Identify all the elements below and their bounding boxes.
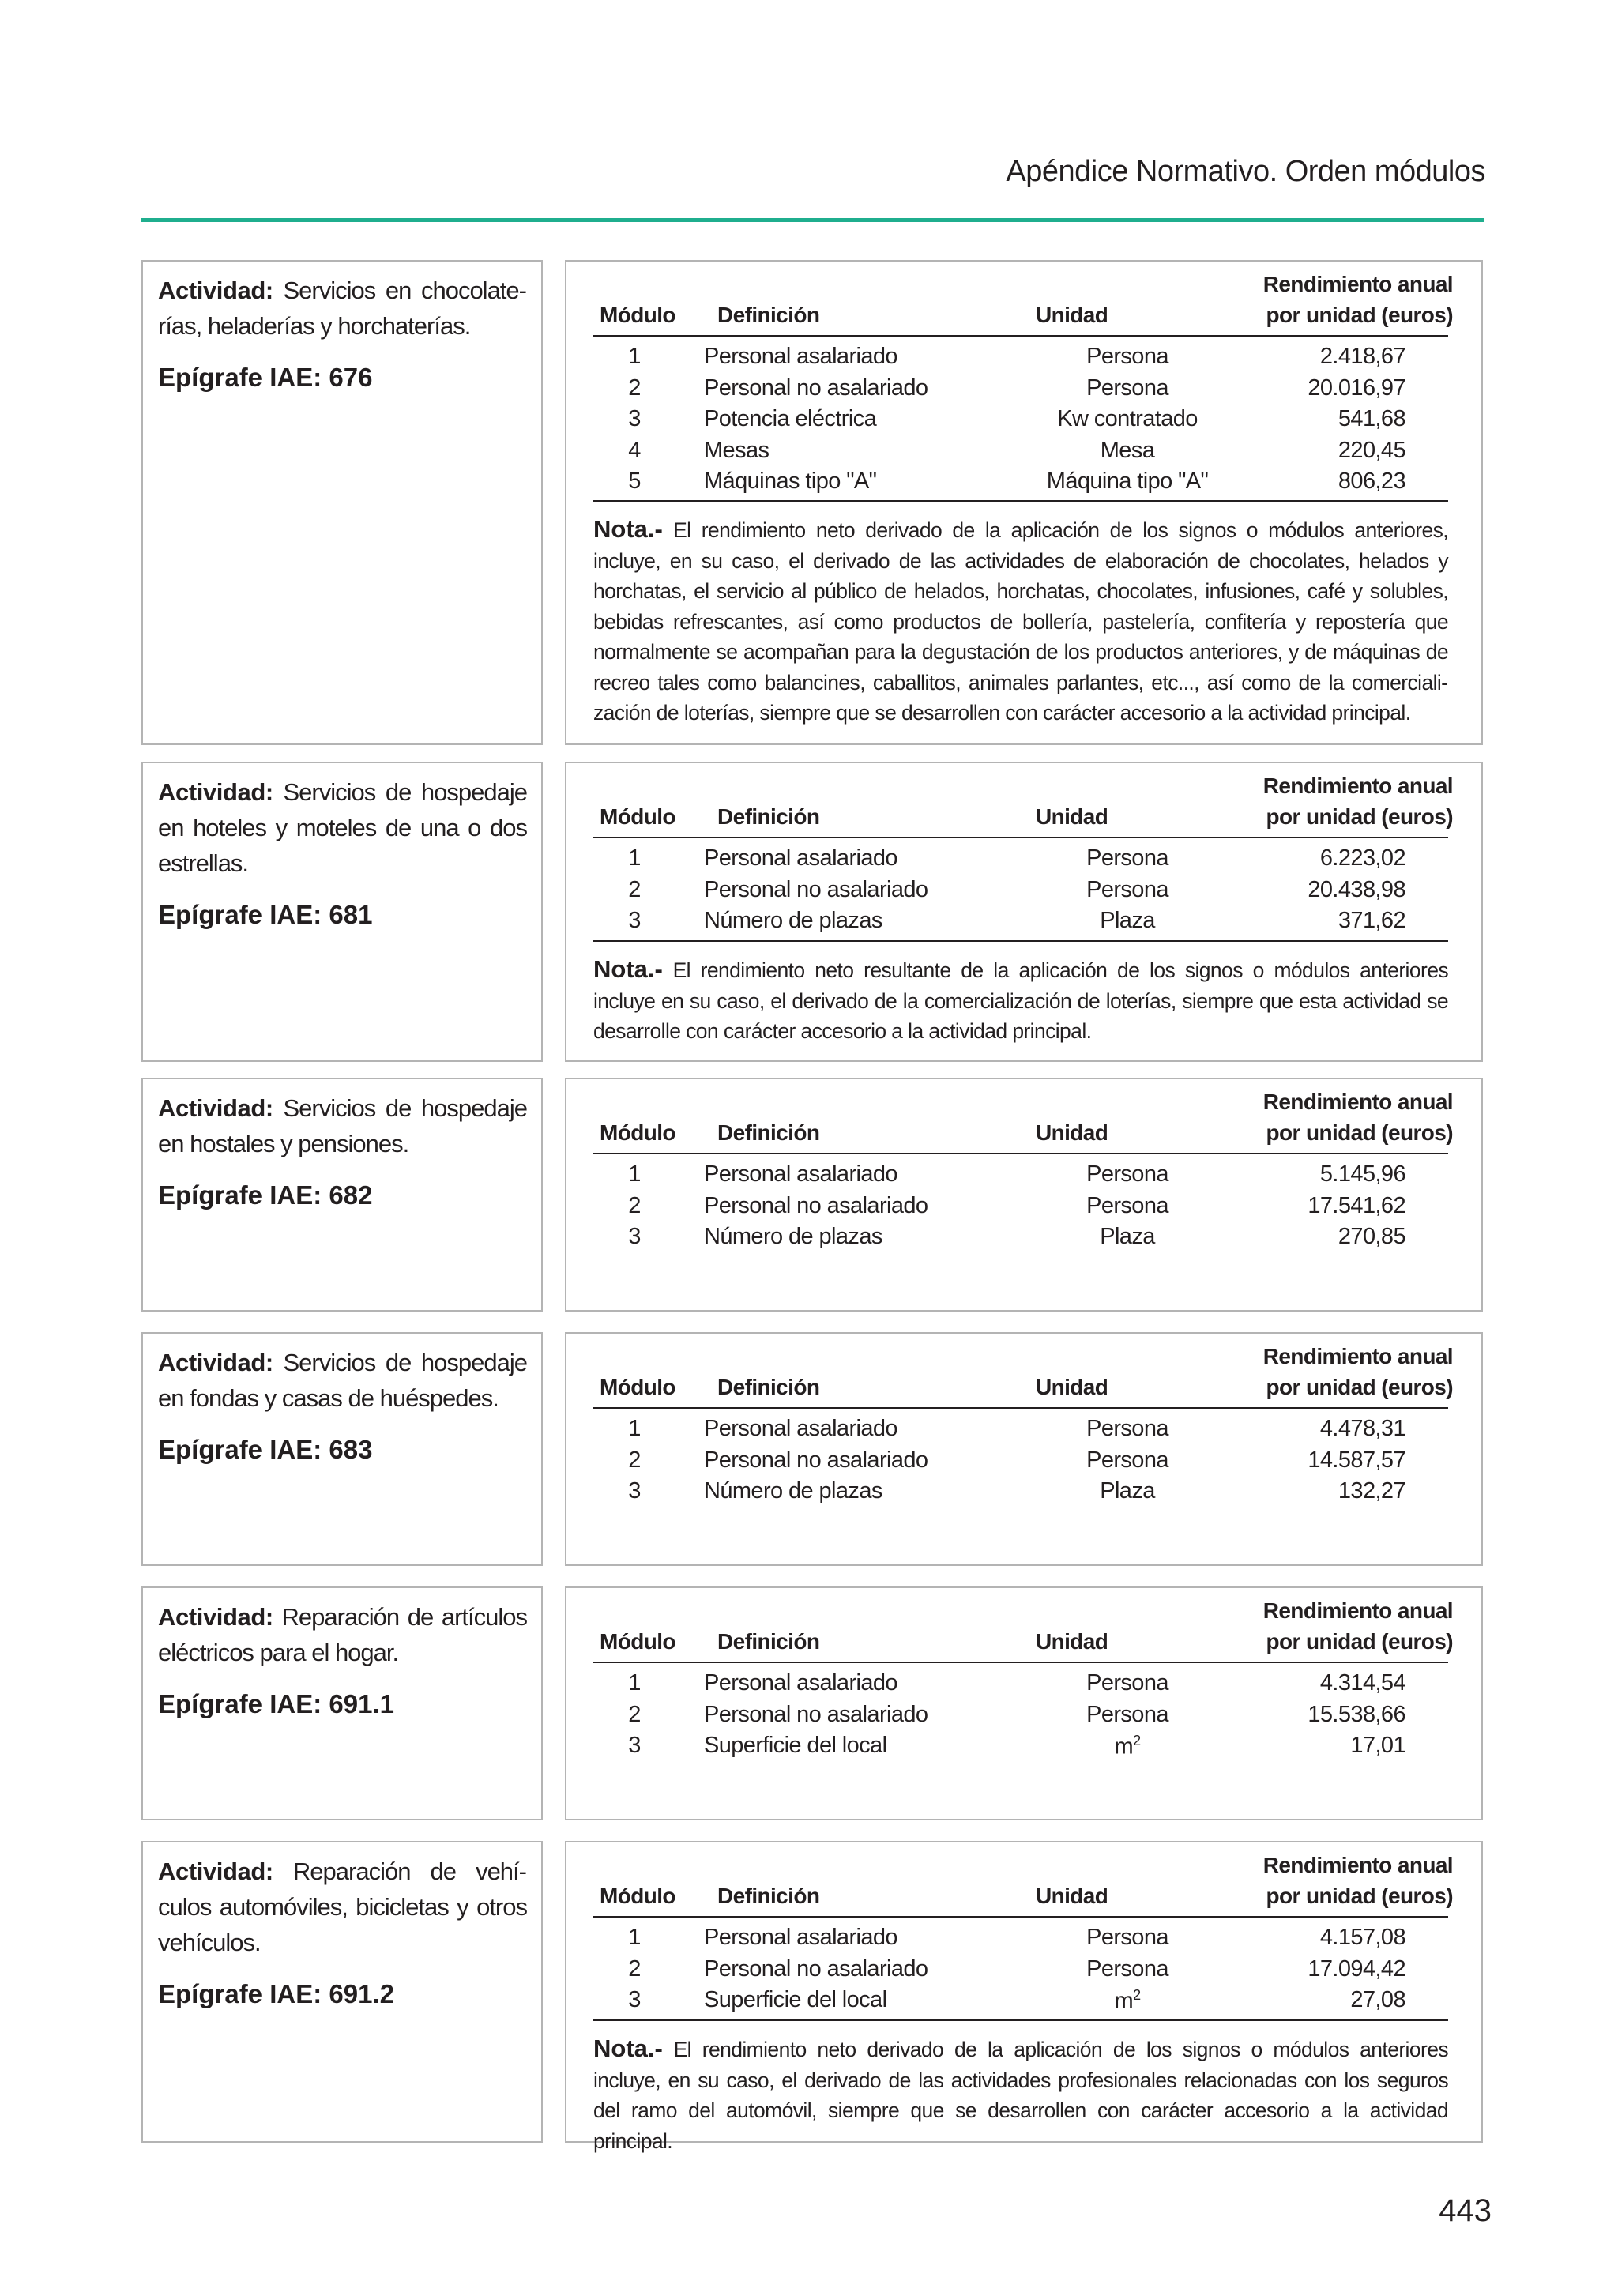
cell-definicion: Superficie del local: [704, 1733, 887, 1758]
col-header-por-unidad: por unidad (euros): [1266, 1629, 1453, 1654]
note-body: El rendimiento neto derivado de la aplicación de los signos o módulos anteriores incluye, en su caso, el derivado de las actividades profesionales relacionadas con los seguros del ramo del automóvil, siempre que se desarrollen con carácter accesorio a la actividad principal.: [593, 2038, 1448, 2153]
cell-modulo: 5: [628, 469, 641, 494]
col-header-por-unidad: por unidad (euros): [1266, 804, 1453, 829]
col-header-modulo: Módulo: [600, 1120, 675, 1145]
activity-description: [158, 273, 527, 344]
table-row: [566, 845, 1481, 876]
cell-unidad: Plaza: [1100, 908, 1155, 933]
table-row: [566, 1733, 1481, 1763]
activity-label: Actividad:: [158, 778, 273, 806]
header-rule-line: [593, 1153, 1448, 1154]
activity-description: [158, 1090, 527, 1161]
header-rule-line: [593, 837, 1448, 838]
modules-table: [565, 1841, 1483, 2153]
col-header-definicion: Definición: [717, 1629, 820, 1654]
col-header-por-unidad: por unidad (euros): [1266, 303, 1453, 327]
col-header-definicion: Definición: [717, 804, 820, 829]
note-text: [593, 514, 1448, 728]
col-header-modulo: Módulo: [600, 1629, 675, 1654]
col-header-modulo: Módulo: [600, 804, 675, 829]
table-row: [566, 1925, 1481, 1955]
cell-valor: 4.478,31: [1319, 1416, 1405, 1441]
col-header-definicion: Definición: [717, 1375, 820, 1399]
col-header-modulo: Módulo: [600, 303, 675, 327]
col-header-unidad: Unidad: [1036, 804, 1108, 829]
cell-modulo: 1: [628, 1416, 641, 1441]
table-row: [566, 1447, 1481, 1478]
col-header-por-unidad: por unidad (euros): [1266, 1884, 1453, 1908]
cell-definicion: Personal no asalariado: [704, 1192, 928, 1218]
col-header-unidad: Unidad: [1036, 1120, 1108, 1145]
cell-unidad: Persona: [1086, 1955, 1168, 1982]
cell-unidad: Persona: [1086, 1670, 1168, 1696]
cell-definicion: Número de plazas: [704, 908, 882, 933]
cell-modulo: 1: [628, 1161, 641, 1187]
cell-modulo: 3: [628, 1478, 641, 1504]
cell-unidad: Persona: [1086, 876, 1168, 902]
col-header-rendimiento: Rendimiento anual: [1262, 1598, 1453, 1623]
table-row: [566, 406, 1481, 437]
cell-valor: 27,08: [1350, 1987, 1405, 2012]
cell-modulo: 2: [628, 375, 641, 401]
note-body: El rendimiento neto resultante de la aplicación de los signos o módulos anteriores incluye en su caso, el derivado de la comercialización de loterías, siempre que esta actividad se desarrolle con carácter accesorio a la actividad principal.: [593, 958, 1448, 1043]
cell-modulo: 3: [628, 908, 641, 933]
activity-description: [158, 1345, 527, 1416]
cell-unidad: Persona: [1086, 344, 1168, 369]
note-rule-line: [593, 500, 1448, 502]
activity-description: [158, 1854, 527, 1960]
activity-label: Actividad:: [158, 1603, 273, 1631]
note-text: [593, 2034, 1448, 2156]
epigrafe-iae: Epígrafe IAE: 691.2: [158, 1979, 394, 2008]
cell-unidad: Plaza: [1100, 1224, 1155, 1249]
cell-unidad: Persona: [1086, 1192, 1168, 1218]
cell-definicion: Superficie del local: [704, 1987, 887, 2012]
cell-modulo: 2: [628, 876, 641, 902]
activity-text: Servicios en chocolaterías, heladerías y horchaterías.: [158, 277, 527, 340]
table-row: [566, 1224, 1481, 1255]
cell-definicion: Personal no asalariado: [704, 1447, 928, 1473]
cell-definicion: Personal asalariado: [704, 1925, 897, 1950]
col-header-unidad: Unidad: [1036, 1884, 1108, 1908]
activity-label: Actividad:: [158, 277, 273, 304]
note-label: Nota.-: [593, 515, 663, 543]
epigrafe-iae: Epígrafe IAE: 676: [158, 363, 373, 392]
table-row: [566, 877, 1481, 908]
cell-unidad: Persona: [1086, 1701, 1168, 1727]
cell-unidad: Kw contratado: [1057, 406, 1198, 431]
cell-definicion: Mesas: [704, 437, 769, 463]
table-row: [566, 1416, 1481, 1447]
cell-definicion: Personal asalariado: [704, 1670, 897, 1696]
activity-box: [141, 1078, 543, 1312]
cell-valor: 541,68: [1338, 406, 1405, 431]
note-rule-line: [593, 940, 1448, 942]
cell-valor: 806,23: [1338, 469, 1405, 494]
cell-unidad: Plaza: [1100, 1478, 1155, 1504]
cell-valor: 15.538,66: [1308, 1701, 1405, 1727]
cell-modulo: 2: [628, 1447, 641, 1473]
activity-text: Servicios de hospedaje en hoteles y moteles de una o dos estrellas.: [158, 778, 527, 877]
activity-box: [141, 1841, 543, 2143]
cell-definicion: Personal no asalariado: [704, 375, 928, 401]
cell-definicion: Personal asalariado: [704, 1161, 897, 1187]
cell-modulo: 1: [628, 845, 641, 871]
table-row: [566, 344, 1481, 375]
col-header-rendimiento: Rendimiento anual: [1262, 1344, 1453, 1368]
cell-unidad: Persona: [1086, 1447, 1168, 1473]
cell-modulo: 3: [628, 406, 641, 431]
epigrafe-iae: Epígrafe IAE: 683: [158, 1435, 373, 1464]
cell-valor: 17.541,62: [1308, 1192, 1405, 1218]
activity-description: [158, 774, 527, 881]
header-rule: [141, 218, 1484, 222]
col-header-definicion: Definición: [717, 1120, 820, 1145]
table-row: [566, 469, 1481, 499]
note-label: Nota.-: [593, 955, 663, 983]
cell-valor: 4.314,54: [1319, 1670, 1405, 1696]
cell-valor: 220,45: [1338, 437, 1405, 463]
cell-valor: 371,62: [1338, 908, 1405, 933]
cell-valor: 4.157,08: [1319, 1925, 1405, 1950]
col-header-rendimiento: Rendimiento anual: [1262, 773, 1453, 798]
modules-table: [565, 1586, 1483, 1820]
activity-description: [158, 1599, 527, 1670]
table-row: [566, 1670, 1481, 1701]
header-rule-line: [593, 335, 1448, 337]
cell-valor: 6.223,02: [1319, 845, 1405, 871]
col-header-unidad: Unidad: [1036, 303, 1108, 327]
cell-modulo: 3: [628, 1987, 641, 2012]
cell-valor: 5.145,96: [1319, 1161, 1405, 1187]
cell-unidad: $m^2$: [1114, 1987, 1141, 2014]
cell-modulo: 1: [628, 1670, 641, 1696]
note-body: El rendimiento neto derivado de la aplicación de los signos o módulos anteriores, incluye, en su caso, el derivado de las actividades de elaboración de chocolates, helados y horchatas, el servicio al público de helados, horchatas, chocolates, infusiones, café y solubles, bebidas refrescantes, así como productos de bollería, pastelería, confitería y repostería que normalmente se acompañan para la degustación de los productos anteriores, y de máquinas de recreo tales como balancines, caballitos, animales parlantes, etc..., así como de la comercialización de loterías, siempre que se desarrollen con carácter accesorio a la actividad principal.: [593, 518, 1448, 725]
cell-definicion: Máquinas tipo "A": [704, 469, 877, 494]
header-rule-line: [593, 1662, 1448, 1663]
modules-table: [565, 762, 1483, 1062]
cell-definicion: Personal no asalariado: [704, 1701, 928, 1727]
col-header-unidad: Unidad: [1036, 1629, 1108, 1654]
cell-definicion: Personal no asalariado: [704, 1955, 928, 1982]
table-row: [566, 1956, 1481, 1987]
activity-box: [141, 1586, 543, 1820]
cell-unidad: Persona: [1086, 845, 1168, 871]
cell-unidad: Máquina tipo "A": [1046, 469, 1209, 494]
table-row: [566, 1478, 1481, 1509]
cell-modulo: 2: [628, 1192, 641, 1218]
cell-definicion: Número de plazas: [704, 1478, 882, 1504]
modules-table: [565, 1078, 1483, 1312]
col-header-por-unidad: por unidad (euros): [1266, 1375, 1453, 1399]
note-label: Nota.-: [593, 2034, 663, 2062]
col-header-rendimiento: Rendimiento anual: [1262, 1090, 1453, 1114]
header-rule-line: [593, 1407, 1448, 1409]
cell-definicion: Personal asalariado: [704, 344, 897, 369]
activity-box: [141, 260, 543, 745]
modules-table: [565, 260, 1483, 745]
cell-unidad: Persona: [1086, 1925, 1168, 1950]
cell-modulo: 2: [628, 1701, 641, 1727]
cell-modulo: 4: [628, 437, 641, 463]
cell-unidad: Persona: [1086, 1161, 1168, 1187]
page-number: 443: [1439, 2193, 1492, 2228]
table-row: [566, 1987, 1481, 2018]
col-header-modulo: Módulo: [600, 1375, 675, 1399]
activity-label: Actividad:: [158, 1094, 273, 1122]
epigrafe-iae: Epígrafe IAE: 682: [158, 1180, 373, 1210]
activity-text: Reparación de vehículos automóviles, bicicletas y otros vehículos.: [158, 1858, 527, 1956]
table-row: [566, 1702, 1481, 1733]
activity-text: Reparación de artículos eléctricos para el hogar.: [158, 1603, 527, 1666]
cell-definicion: Número de plazas: [704, 1224, 882, 1249]
cell-definicion: Potencia eléctrica: [704, 406, 877, 431]
table-row: [566, 438, 1481, 469]
col-header-modulo: Módulo: [600, 1884, 675, 1908]
cell-valor: 20.438,98: [1308, 876, 1405, 902]
activity-label: Actividad:: [158, 1858, 273, 1885]
activity-label: Actividad:: [158, 1349, 273, 1376]
col-header-rendimiento: Rendimiento anual: [1262, 272, 1453, 296]
epigrafe-iae: Epígrafe IAE: 691.1: [158, 1689, 394, 1718]
table-row: [566, 908, 1481, 939]
cell-valor: 20.016,97: [1308, 375, 1405, 401]
epigrafe-iae: Epígrafe IAE: 681: [158, 900, 373, 929]
cell-valor: 2.418,67: [1319, 344, 1405, 369]
table-row: [566, 1193, 1481, 1224]
cell-valor: 132,27: [1338, 1478, 1405, 1504]
cell-valor: 14.587,57: [1308, 1447, 1405, 1473]
cell-definicion: Personal no asalariado: [704, 876, 928, 902]
modules-table: [565, 1332, 1483, 1566]
cell-modulo: 2: [628, 1955, 641, 1982]
table-row: [566, 1161, 1481, 1192]
cell-valor: 17,01: [1350, 1733, 1405, 1758]
cell-definicion: Personal asalariado: [704, 1416, 897, 1441]
cell-modulo: 1: [628, 1925, 641, 1950]
cell-valor: 270,85: [1338, 1224, 1405, 1249]
cell-valor: 17.094,42: [1308, 1955, 1405, 1982]
activity-box: [141, 1332, 543, 1566]
activity-box: [141, 762, 543, 1062]
cell-unidad: Persona: [1086, 375, 1168, 401]
col-header-definicion: Definición: [717, 303, 820, 327]
cell-modulo: 3: [628, 1224, 641, 1249]
activity-text: Servicios de hospedaje en hostales y pensiones.: [158, 1094, 527, 1157]
header-rule-line: [593, 1916, 1448, 1918]
cell-modulo: 3: [628, 1733, 641, 1758]
col-header-definicion: Definición: [717, 1884, 820, 1908]
col-header-unidad: Unidad: [1036, 1375, 1108, 1399]
page-header-title: Apéndice Normativo. Orden módulos: [1006, 155, 1485, 188]
cell-unidad: $m^2$: [1114, 1733, 1141, 1760]
table-row: [566, 375, 1481, 406]
cell-modulo: 1: [628, 344, 641, 369]
col-header-por-unidad: por unidad (euros): [1266, 1120, 1453, 1145]
cell-definicion: Personal asalariado: [704, 845, 897, 871]
note-rule-line: [593, 2019, 1448, 2021]
activity-text: Servicios de hospedaje en fondas y casas de huéspedes.: [158, 1349, 527, 1412]
note-text: [593, 954, 1448, 1047]
cell-unidad: Mesa: [1100, 437, 1155, 463]
col-header-rendimiento: Rendimiento anual: [1262, 1853, 1453, 1877]
cell-unidad: Persona: [1086, 1416, 1168, 1441]
